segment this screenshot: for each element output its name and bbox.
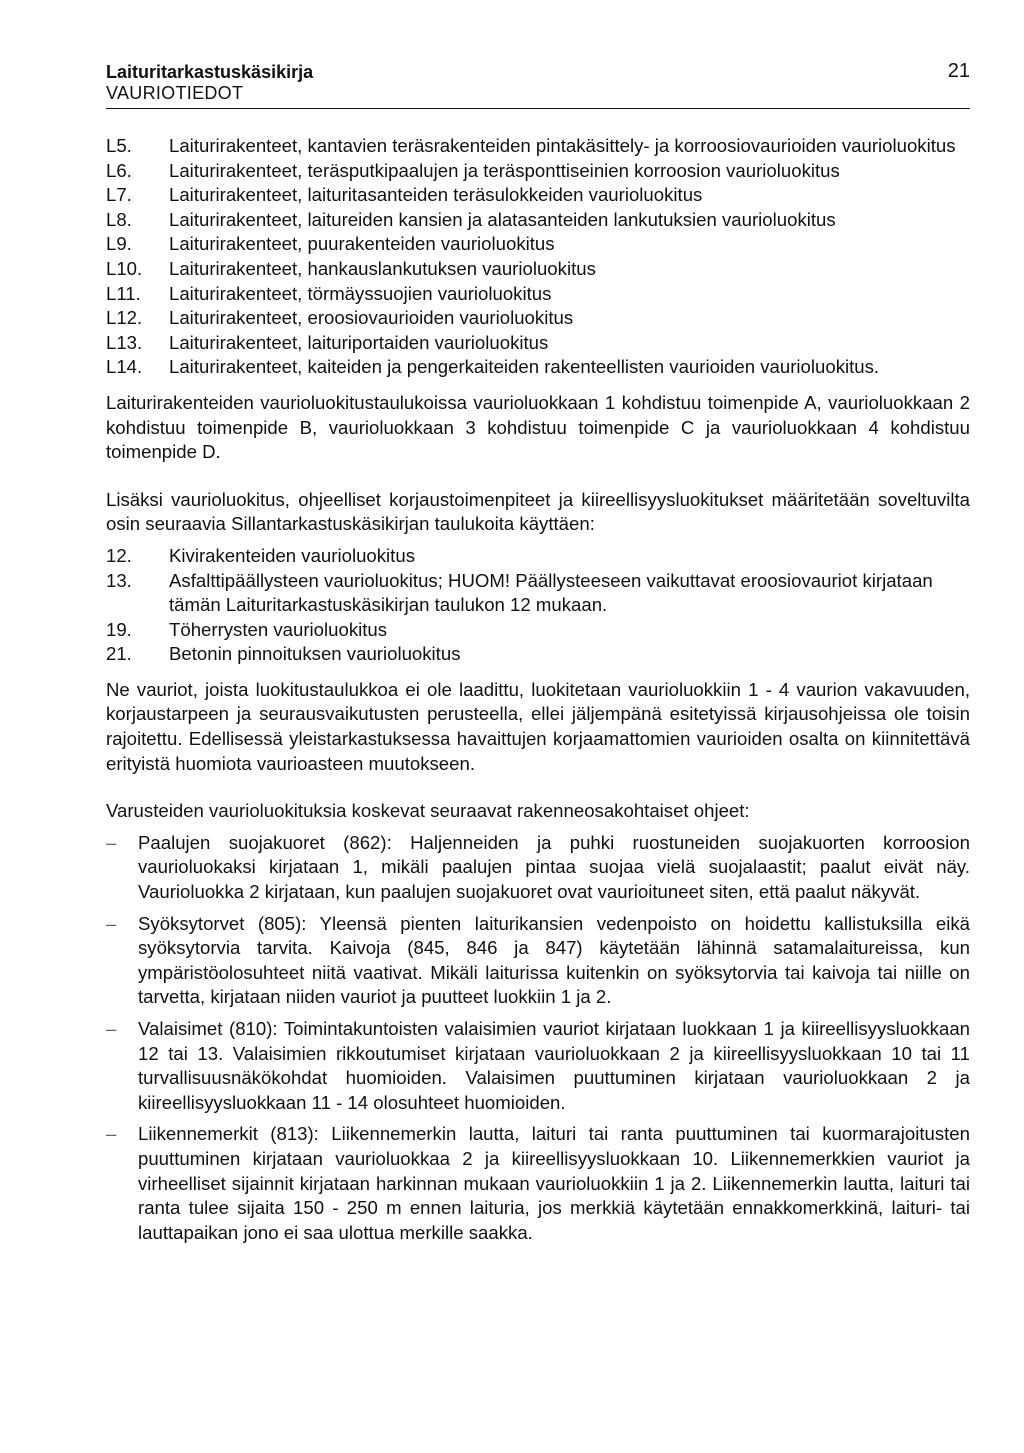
list-item-text: Töherrysten vaurioluokitus bbox=[169, 618, 388, 640]
list-item-text: Laiturirakenteet, laituritasanteiden teräsulokkeiden vaurioluokitus bbox=[169, 184, 703, 206]
list-item bbox=[106, 1122, 970, 1245]
list-item-text: Laiturirakenteet, kantavien teräsrakenteiden pintakäsittely- ja korroosiovaurioiden vaurioluokitus bbox=[169, 135, 956, 156]
paragraph-action-mapping: Laiturirakenteiden vaurioluokitustaulukoissa vaurioluokkaan 1 kohdistuu toimenpide A, vaurioluokkaan 2 kohdistuu toimenpide B, vaurioluokkaan 3 kohdistuu toimenpide C ja vaurioluokkaan 4 kohdistuu toimenpide D. bbox=[106, 391, 970, 463]
list-item-code: L12. bbox=[106, 307, 143, 329]
list-item bbox=[106, 331, 970, 356]
list-item-code: 19. bbox=[106, 618, 132, 640]
list-item-text: Laiturirakenteet, puurakenteiden vaurioluokitus bbox=[169, 233, 555, 255]
list-item bbox=[106, 208, 970, 233]
list-item-text: Liikennemerkit (813): Liikennemerkin lautta, laituri tai ranta puuttuminen tai kuormarajoitusten puuttuminen kirjataan vaurioluokkaa 2 ja kiireellisyysluokkaan 10. Liikennemerkkien vauriot ja virheelliset sijainnit kirjataan harkinnan mukaan vaurioluokkiin 1 ja 2. Liikennemerkin lautta, laituri tai ranta tulee sijaita 150 - 250 m ennen laituria, jos merkkiä käytetään ennakkomerkkinä, laituri- tai lauttapaikan jono ei saa ulottua merkille saakka. bbox=[138, 1123, 970, 1243]
page-header bbox=[106, 58, 970, 109]
list-item bbox=[106, 1017, 970, 1115]
list-item-text: Kivirakenteiden vaurioluokitus bbox=[169, 544, 415, 566]
paragraph-equipment-intro: Varusteiden vaurioluokituksia koskevat seuraavat rakenneosakohtaiset ohjeet: bbox=[106, 800, 750, 822]
list-item-code: L8. bbox=[106, 208, 132, 230]
list-item-code: L7. bbox=[106, 184, 132, 206]
list-item bbox=[106, 257, 970, 282]
list-item bbox=[106, 912, 970, 1010]
list-item-text: Laiturirakenteet, kaiteiden ja pengerkaiteiden rakenteellisten vaurioiden vaurioluokitus. bbox=[169, 356, 880, 378]
list-item bbox=[106, 306, 970, 331]
list-item-text: Paalujen suojakuoret (862): Haljenneiden ja puhki ruostuneiden suojakuorten korroosion vaurioluokaksi kirjataan 1, mikäli paalujen pintaa suojaa vielä suojalaastit; paalut eivät näy. Vaurioluokka 2 kirjataan, kun paalujen suojakuoret ovat vaurioituneet siten, että paalut näkyvät. bbox=[138, 831, 970, 903]
list-item-text: Betonin pinnoituksen vaurioluokitus bbox=[169, 643, 461, 665]
list-item-code: L14. bbox=[106, 356, 143, 378]
list-item-code: 21. bbox=[106, 643, 132, 665]
dash-bullet-icon: – bbox=[106, 831, 117, 853]
list-item bbox=[106, 134, 970, 159]
list-item bbox=[106, 831, 970, 905]
page-number: 21 bbox=[947, 60, 970, 82]
list-item-code: L6. bbox=[106, 159, 132, 181]
list-item-code: L5. bbox=[106, 135, 132, 156]
list-item bbox=[106, 282, 970, 307]
list-item bbox=[106, 232, 970, 257]
dash-bullet-icon: – bbox=[106, 912, 117, 934]
equipment-instruction-list bbox=[106, 831, 970, 1246]
dash-bullet-icon: – bbox=[106, 1018, 117, 1039]
paragraph-bridge-tables-intro: Lisäksi vaurioluokitus, ohjeelliset korjaustoimenpiteet ja kiireellisyysluokitukset määritetään soveltuvilta osin seuraavia Sillantarkastuskäsikirjan taulukoita käyttäen: bbox=[106, 488, 970, 535]
list-item-text: Laiturirakenteet, laitureiden kansien ja alatasanteiden lankutuksien vaurioluokitus bbox=[169, 208, 836, 230]
page-body bbox=[106, 134, 970, 1252]
list-item bbox=[106, 355, 970, 380]
list-item-text: Valaisimet (810): Toimintakuntoisten valaisimien vauriot kirjataan luokkaan 1 ja kiireellisyysluokkaan 12 tai 13. Valaisimien rikkoutumiset kirjataan vaurioluokkaan 2 ja kiireellisyysluokkaan 10 tai 11 turvallisuusnäkökohdat huomioiden. Valaisimen puuttuminen kirjataan vaurioluokkaan 2 ja kiireellisyysluokkaan 11 - 14 olosuhteet huomioiden. bbox=[138, 1018, 970, 1113]
list-item-text: Laiturirakenteet, hankauslankutuksen vaurioluokitus bbox=[169, 257, 596, 279]
list-item-text: Laiturirakenteet, törmäyssuojien vaurioluokitus bbox=[169, 282, 552, 304]
list-item-code: L9. bbox=[106, 233, 132, 255]
list-item-code: L10. bbox=[106, 257, 143, 279]
list-item bbox=[106, 544, 970, 569]
document-title: Laituritarkastuskäsikirja bbox=[106, 62, 314, 82]
list-item-text: Syöksytorvet (805): Yleensä pienten laiturikansien vedenpoisto on hoidettu kallistuksilla eikä syöksytorvia tarvita. Kaivoja (845, 846 ja 847) käytetään lähinnä satamalaitureissa, kun ympäristöolosuhteet niitä vaativat. Mikäli laiturissa kuitenkin on syöksytorvia tai kaivoja tai niille on tarvetta, kirjataan niiden vauriot ja puutteet luokkiin 1 ja 2. bbox=[138, 912, 970, 1008]
section-title: VAURIOTIEDOT bbox=[106, 83, 244, 103]
list-item-code: 12. bbox=[106, 544, 132, 566]
list-item-text: Asfalttipäällysteen vaurioluokitus; HUOM! Päällysteeseen vaikuttavat eroosiovauriot kirjataan tämän Laituritarkastuskäsikirjan taulukon 12 mukaan. bbox=[169, 569, 933, 616]
list-item bbox=[106, 183, 970, 208]
list-item bbox=[106, 569, 970, 618]
bridge-table-list bbox=[106, 544, 970, 667]
list-item-code: 13. bbox=[106, 569, 132, 591]
damage-table-list bbox=[106, 134, 970, 380]
dash-bullet-icon: – bbox=[106, 1123, 117, 1145]
list-item-text: Laiturirakenteet, eroosiovaurioiden vaurioluokitus bbox=[169, 307, 574, 329]
list-item-text: Laiturirakenteet, laituriportaiden vaurioluokitus bbox=[169, 331, 549, 353]
list-item bbox=[106, 618, 970, 643]
list-item bbox=[106, 159, 970, 184]
list-item-code: L13. bbox=[106, 331, 143, 353]
list-item-code: L11. bbox=[106, 282, 141, 304]
list-item bbox=[106, 642, 970, 667]
paragraph-unclassified-damage: Ne vauriot, joista luokitustaulukkoa ei ole laadittu, luokitetaan vaurioluokkiin 1 - 4 vaurion vakavuuden, korjaustarpeen ja seurausvaikutusten perusteella, ellei jäljempänä esitetyissä kirjausohjeissa ole toisin rajoitettu. Edellisessä yleistarkastuksessa havaittujen korjaamattomien vaurioiden osalta on kiinnitettävä erityistä huomiota vaurioasteen muutokseen. bbox=[106, 678, 970, 774]
list-item-text: Laiturirakenteet, teräsputkipaalujen ja teräsponttiseinien korroosion vaurioluokitus bbox=[169, 159, 840, 181]
